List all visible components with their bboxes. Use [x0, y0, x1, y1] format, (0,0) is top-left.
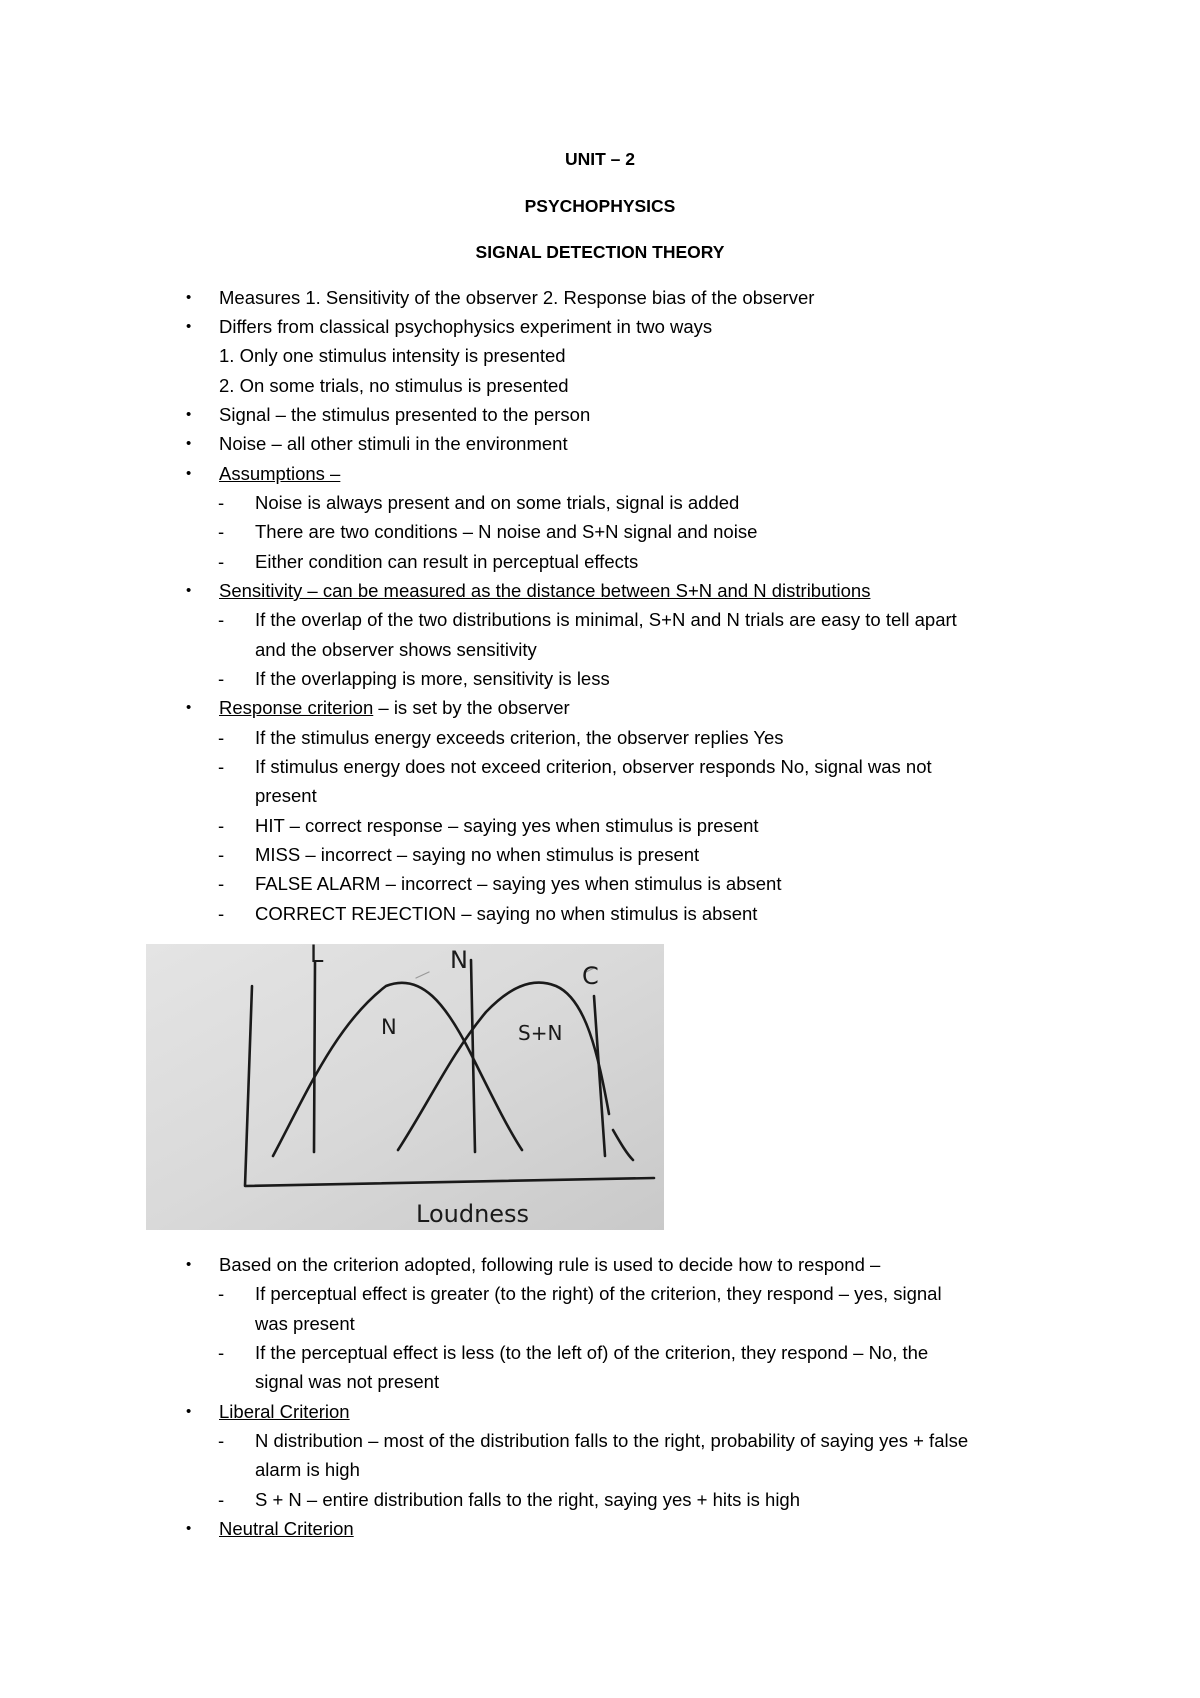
- handdrawn-sdt-sketch: [146, 944, 664, 1230]
- liberal-point-1: - N distribution – most of the distribution falls to the right, probability of saying yes + false: [255, 1426, 968, 1455]
- criterion-point-2: - If stimulus energy does not exceed criterion, observer responds No, signal was not: [255, 752, 932, 781]
- liberal-criterion-heading: • Liberal Criterion: [219, 1397, 350, 1426]
- bullet-signal: • Signal – the stimulus presented to the person: [219, 400, 590, 429]
- differs-point-2: 2. On some trials, no stimulus is presented: [219, 375, 569, 396]
- correct-rejection-definition: - CORRECT REJECTION – saying no when stimulus is absent: [255, 899, 757, 928]
- criterion-point-2-cont: present: [255, 785, 317, 806]
- rule-greater-cont: was present: [255, 1313, 355, 1334]
- bullet-noise: • Noise – all other stimuli in the environment: [219, 429, 568, 458]
- neutral-criterion-heading: • Neutral Criterion: [219, 1514, 354, 1543]
- hit-definition: - HIT – correct response – saying yes when stimulus is present: [255, 811, 759, 840]
- bullet-based-on-criterion: • Based on the criterion adopted, following rule is used to decide how to respond –: [219, 1250, 880, 1279]
- bullet-differs: • Differs from classical psychophysics experiment in two ways: [219, 312, 712, 341]
- sensitivity-point-1: - If the overlap of the two distributions is minimal, S+N and N trials are easy to tell apart: [255, 605, 957, 634]
- differs-point-1: 1. Only one stimulus intensity is presented: [219, 345, 566, 366]
- assumption-3: - Either condition can result in perceptual effects: [255, 547, 638, 576]
- liberal-point-1-cont: alarm is high: [255, 1459, 360, 1480]
- rule-greater: - If perceptual effect is greater (to the right) of the criterion, they respond – yes, signal: [255, 1279, 942, 1308]
- liberal-criterion-line: [314, 962, 315, 1152]
- assumptions-heading: • Assumptions –: [219, 459, 340, 488]
- rule-less-cont: signal was not present: [255, 1371, 440, 1392]
- topic-heading: SIGNAL DETECTION THEORY: [475, 242, 725, 262]
- sensitivity-point-2: - If the overlapping is more, sensitivity is less: [255, 664, 610, 693]
- bullet-measures: • Measures 1. Sensitivity of the observer 2. Response bias of the observer: [219, 283, 814, 312]
- response-criterion-text: – is set by the observer: [373, 697, 570, 718]
- sketch-xlabel-loudness: Loudness: [416, 1200, 530, 1228]
- sensitivity-point-1-cont: and the observer shows sensitivity: [255, 639, 537, 660]
- sketch-label-L: L: [310, 944, 324, 968]
- response-criterion-item: [219, 693, 570, 722]
- rule-less: - If the perceptual effect is less (to the left of) of the criterion, they respond – No, the: [255, 1338, 928, 1367]
- sketch-label-SN-curve: S+N: [518, 1021, 563, 1045]
- sensitivity-heading: • Sensitivity – can be measured as the distance between S+N and N distributions: [219, 576, 870, 605]
- sketch-label-N-curve: N: [381, 1015, 397, 1039]
- false-alarm-definition: - FALSE ALARM – incorrect – saying yes when stimulus is absent: [255, 869, 781, 898]
- assumption-1: - Noise is always present and on some trials, signal is added: [255, 488, 739, 517]
- unit-heading: UNIT – 2: [564, 149, 636, 169]
- sketch-label-C: C: [582, 962, 599, 990]
- sketch-label-N-top: N: [450, 946, 468, 974]
- criterion-point-1: - If the stimulus energy exceeds criterion, the observer replies Yes: [255, 723, 784, 752]
- liberal-point-2: - S + N – entire distribution falls to the right, saying yes + hits is high: [255, 1485, 800, 1514]
- miss-definition: - MISS – incorrect – saying no when stimulus is present: [255, 840, 699, 869]
- subject-heading: PSYCHOPHYSICS: [524, 196, 676, 216]
- response-criterion-heading: Response criterion: [219, 697, 374, 718]
- assumption-2: - There are two conditions – N noise and S+N signal and noise: [255, 517, 757, 546]
